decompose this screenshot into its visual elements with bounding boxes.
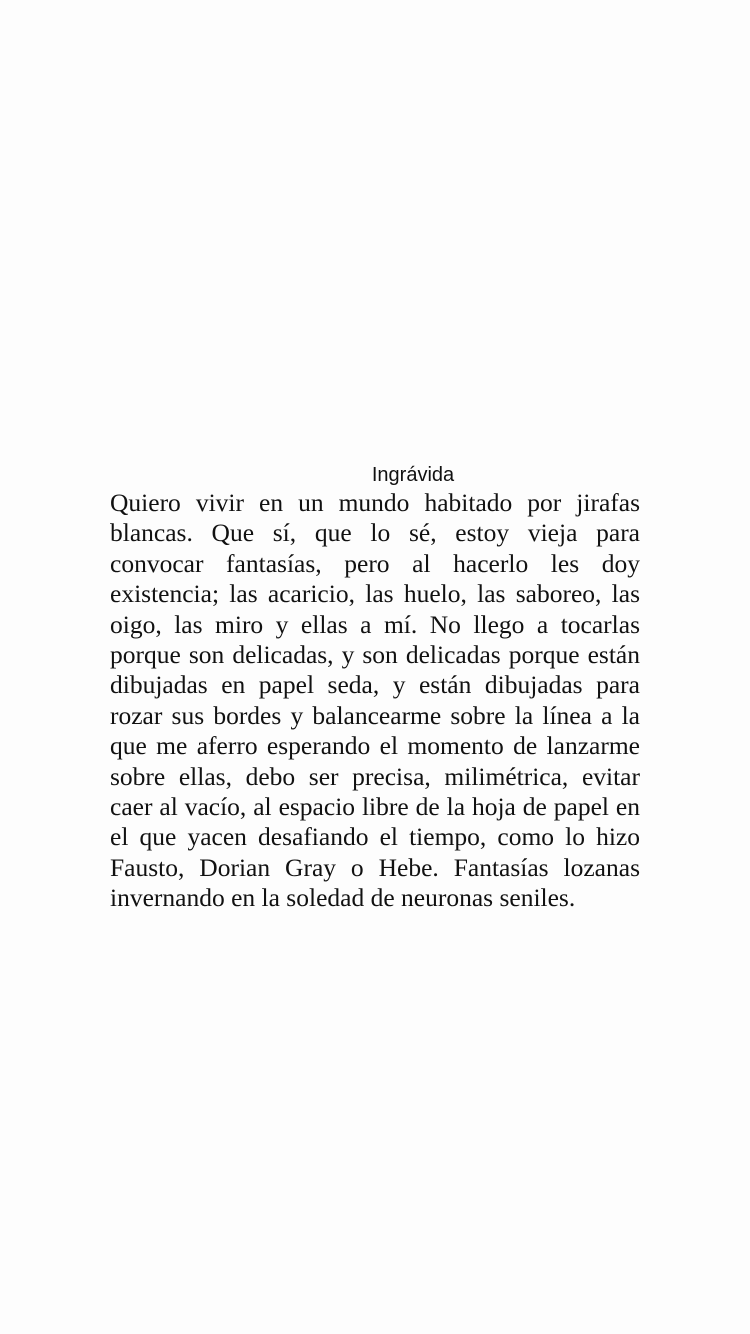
page-title: Ingrávida: [371, 464, 455, 486]
text-block: [110, 462, 640, 914]
body-paragraph: Quiero vivir en un mundo habitado por jirafas blancas. Que sí, que lo sé, estoy vieja para convocar fantasías, pero al hacerlo les doy existencia; las acaricio, las huelo, las saboreo, las oigo, las miro y ellas a mí. No llego a tocarlas porque son delicadas, y son delicadas porque están dibujadas en papel seda, y están dibujadas para rozar sus bordes y balancearme sobre la línea a la que me aferro esperando el momento de lanzarme sobre ellas, debo ser precisa, milimétrica, evitar caer al vacío, al espacio libre de la hoja de papel en el que yacen desafiando el tiempo, como lo hizo Fausto, Dorian Gray o Hebe. Fantasías lozanas invernando en la soledad de neuronas seniles.: [110, 488, 640, 913]
